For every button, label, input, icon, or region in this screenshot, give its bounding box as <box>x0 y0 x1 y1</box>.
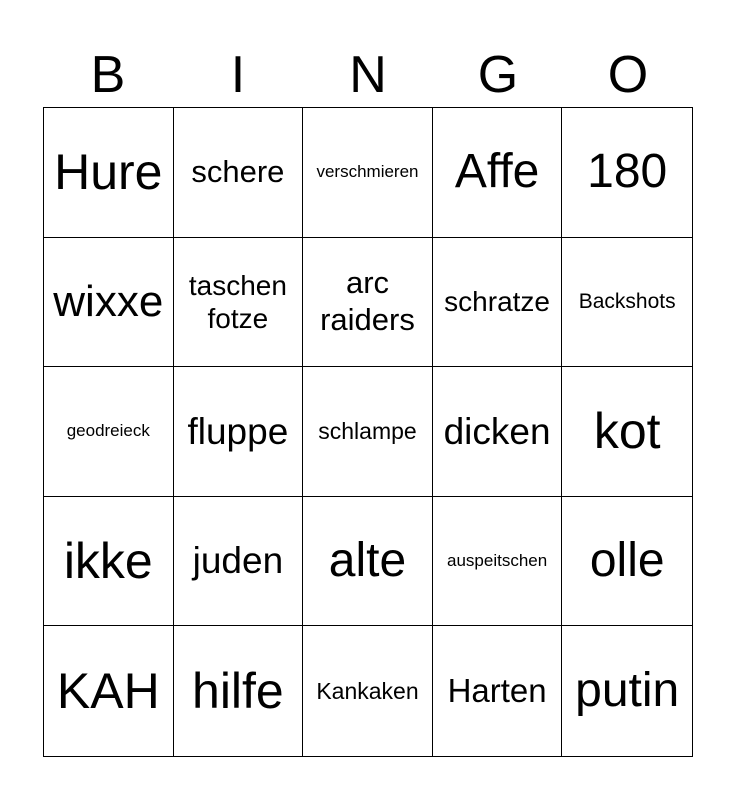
bingo-cell[interactable]: wixxe <box>44 238 174 368</box>
bingo-cell[interactable]: Backshots <box>562 238 692 368</box>
bingo-cell[interactable]: Hure <box>44 108 174 238</box>
bingo-cell[interactable]: dicken <box>433 367 563 497</box>
bingo-card-grid <box>43 107 693 757</box>
bingo-cell[interactable]: schratze <box>433 238 563 368</box>
bingo-cell[interactable]: kot <box>562 367 692 497</box>
bingo-cell[interactable]: KAH <box>44 626 174 756</box>
bingo-cell[interactable]: Harten <box>433 626 563 756</box>
bingo-cell[interactable]: ikke <box>44 497 174 627</box>
bingo-cell[interactable]: alte <box>303 497 433 627</box>
header-letter-o: O <box>607 46 649 104</box>
bingo-cell[interactable]: hilfe <box>174 626 304 756</box>
header-letter-g: G <box>477 46 519 104</box>
bingo-header <box>43 42 693 108</box>
bingo-cell[interactable]: geodreieck <box>44 367 174 497</box>
bingo-cell[interactable]: taschen fotze <box>174 238 304 368</box>
bingo-cell[interactable]: arc raiders <box>303 238 433 368</box>
bingo-cell[interactable]: Kankaken <box>303 626 433 756</box>
bingo-cell[interactable]: 180 <box>562 108 692 238</box>
bingo-cell[interactable]: schlampe <box>303 367 433 497</box>
header-letter-i: I <box>230 46 246 104</box>
header-letter-n: N <box>349 46 387 104</box>
bingo-cell[interactable]: auspeitschen <box>433 497 563 627</box>
bingo-cell[interactable]: schere <box>174 108 304 238</box>
bingo-cell[interactable]: verschmieren <box>303 108 433 238</box>
bingo-cell[interactable]: olle <box>562 497 692 627</box>
header-letter-b: B <box>90 46 126 104</box>
bingo-cell[interactable]: fluppe <box>174 367 304 497</box>
bingo-cell[interactable]: putin <box>575 663 680 717</box>
bingo-cell[interactable]: juden <box>174 497 304 627</box>
bingo-cell[interactable]: Affe <box>433 108 563 238</box>
